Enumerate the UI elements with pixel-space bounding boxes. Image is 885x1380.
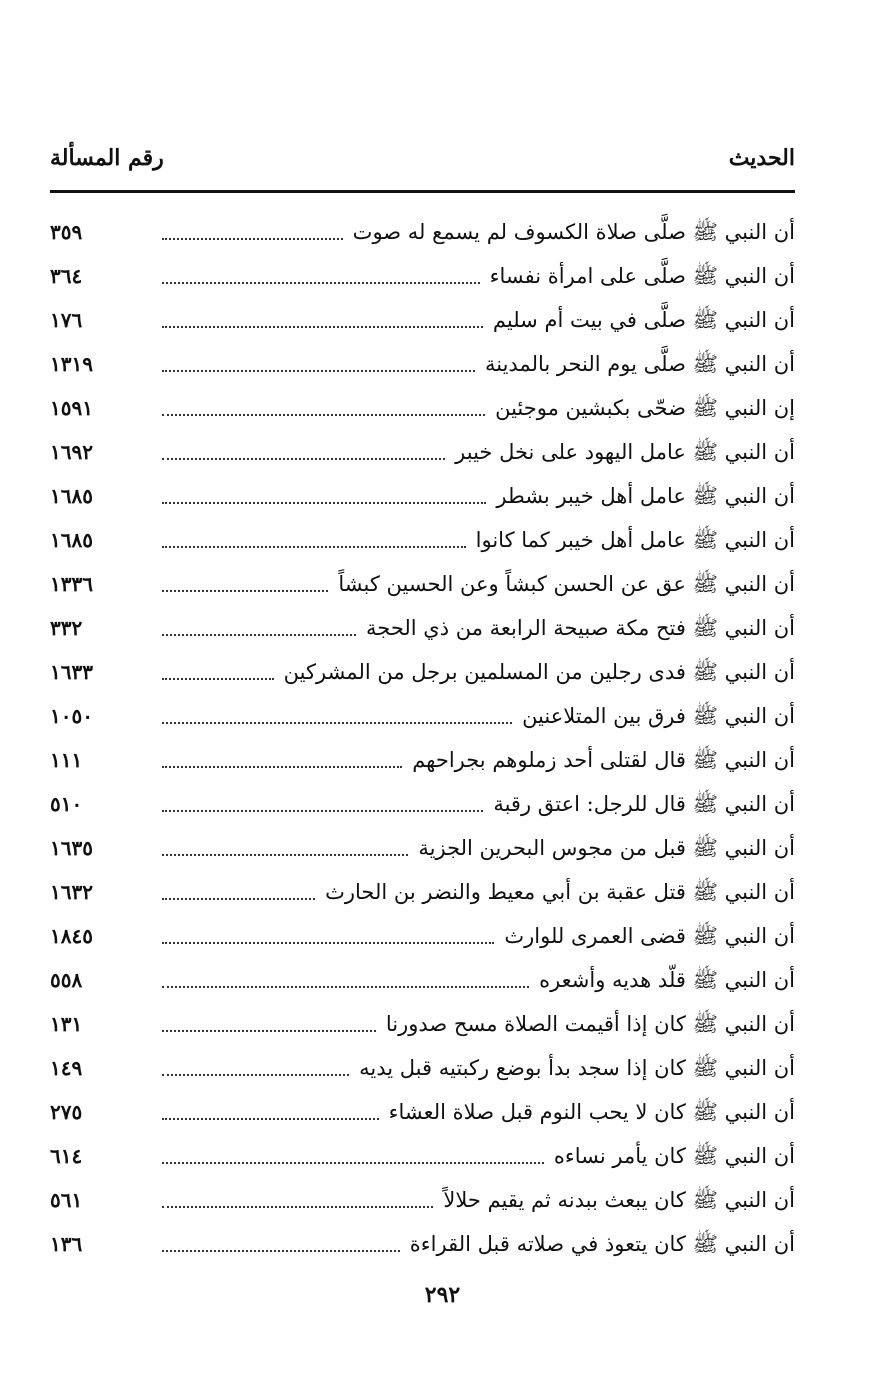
hadith-text: أن النبي ﷺ قال لقتلى أحد زملوهم بجراحهم [412, 748, 795, 772]
leader-dots [162, 898, 315, 900]
leader-dots [162, 678, 274, 680]
issue-number: ١٦٨٥ [50, 484, 93, 508]
leader-dots [162, 942, 494, 944]
issue-number: ٥٥٨ [50, 968, 83, 992]
issue-number: ١١١ [50, 748, 83, 772]
leader-dots [162, 238, 343, 240]
hadith-text: أن النبي ﷺ كان لا يحب النوم قبل صلاة العشاء [388, 1100, 795, 1124]
leader-dots [162, 414, 485, 416]
leader-dots [162, 546, 466, 548]
leader-dots [162, 1206, 433, 1208]
hadith-text: أن النبي ﷺ قلّد هديه وأشعره [539, 968, 795, 992]
issue-number: ١٤٩ [50, 1056, 83, 1080]
leader-dots [162, 590, 328, 592]
hadith-text: أن النبي ﷺ صلَّى يوم النحر بالمدينة [484, 352, 795, 376]
index-entry [50, 430, 795, 474]
issue-number: ١٦٣٥ [50, 836, 93, 860]
column-header [50, 140, 795, 176]
index-entry [50, 958, 795, 1002]
hadith-text: أن النبي ﷺ عامل أهل خيبر كما كانوا [475, 528, 795, 552]
issue-number: ٣٦٤ [50, 264, 83, 288]
index-entry [50, 518, 795, 562]
index-entry [50, 738, 795, 782]
issue-number: ٦١٤ [50, 1144, 83, 1168]
issue-number: ٥٦١ [50, 1188, 83, 1212]
index-entry [50, 694, 795, 738]
index-entry [50, 826, 795, 870]
leader-dots [162, 1074, 349, 1076]
issue-number: ١٧٦ [50, 308, 83, 332]
issue-number: ١٣١ [50, 1012, 83, 1036]
index-entry [50, 298, 795, 342]
leader-dots [162, 1250, 400, 1252]
leader-dots [162, 634, 356, 636]
index-entry [50, 342, 795, 386]
leader-dots [162, 282, 480, 284]
hadith-text: أن النبي ﷺ فتح مكة صبيحة الرابعة من ذي الحجة [366, 616, 795, 640]
hadith-text: أن النبي ﷺ صلَّى صلاة الكسوف لم يسمع له صوت [352, 220, 795, 244]
issue-number: ١٥٩١ [50, 396, 93, 420]
issue-number: ١٦٣٣ [50, 660, 93, 684]
issue-number: ١٦٩٢ [50, 440, 93, 464]
hadith-text: أن النبي ﷺ قبل من مجوس البحرين الجزية [418, 836, 795, 860]
hadith-text: أن النبي ﷺ قال للرجل: اعتق رقبة [493, 792, 795, 816]
leader-dots [162, 986, 529, 988]
index-entry [50, 1046, 795, 1090]
issue-number: ١٠٥٠ [50, 704, 93, 728]
leader-dots [162, 766, 402, 768]
hadith-text: إن النبي ﷺ ضحّى بكبشين موجئين [495, 396, 795, 420]
hadith-index-list [50, 210, 795, 1266]
index-entry [50, 386, 795, 430]
hadith-text: أن النبي ﷺ قتل عقبة بن أبي معيط والنضر بن الحارث [325, 880, 795, 904]
hadith-text: أن النبي ﷺ قضى العمرى للوارث [504, 924, 795, 948]
index-entry [50, 562, 795, 606]
issue-number: ١٣٦ [50, 1232, 83, 1256]
hadith-text: أن النبي ﷺ كان يأمر نساءه [553, 1144, 795, 1168]
index-entry [50, 1090, 795, 1134]
header-rule [50, 190, 795, 193]
leader-dots [162, 370, 475, 372]
issue-number: ٣٥٩ [50, 220, 83, 244]
leader-dots [162, 458, 445, 460]
index-entry [50, 1178, 795, 1222]
hadith-text: أن النبي ﷺ كان يبعث ببدنه ثم يقيم حلالاً [443, 1188, 795, 1212]
hadith-text: أن النبي ﷺ فرق بين المتلاعنين [522, 704, 795, 728]
index-entry [50, 1002, 795, 1046]
index-entry [50, 606, 795, 650]
index-entry [50, 914, 795, 958]
leader-dots [162, 1118, 379, 1120]
leader-dots [162, 1162, 544, 1164]
hadith-text: أن النبي ﷺ كان إذا سجد بدأ بوضع ركبتيه قبل يديه [359, 1056, 795, 1080]
hadith-text: أن النبي ﷺ كان يتعوذ في صلاته قبل القراءة [409, 1232, 795, 1256]
index-entry [50, 782, 795, 826]
leader-dots [162, 502, 486, 504]
index-entry [50, 254, 795, 298]
hadith-text: أن النبي ﷺ فدى رجلين من المسلمين برجل من المشركين [283, 660, 795, 684]
page-number: ٢٩٢ [424, 1282, 461, 1308]
issue-number: ١٨٤٥ [50, 924, 93, 948]
issue-number-column-heading: رقم المسألة [50, 145, 164, 171]
issue-number: ٥١٠ [50, 792, 83, 816]
leader-dots [162, 854, 408, 856]
hadith-text: أن النبي ﷺ صلَّى على امرأة نفساء [489, 264, 795, 288]
hadith-text: أن النبي ﷺ عامل اليهود على نخل خيبر [455, 440, 795, 464]
hadith-text: أن النبي ﷺ عامل أهل خيبر بشطر [496, 484, 795, 508]
index-entry [50, 650, 795, 694]
leader-dots [162, 810, 483, 812]
leader-dots [162, 326, 483, 328]
issue-number: ١٣٣٦ [50, 572, 93, 596]
hadith-text: أن النبي ﷺ صلَّى في بيت أم سليم [492, 308, 795, 332]
issue-number: ٣٣٢ [50, 616, 83, 640]
issue-number: ١٣١٩ [50, 352, 93, 376]
leader-dots [162, 722, 512, 724]
index-entry [50, 870, 795, 914]
hadith-column-heading: الحديث [728, 145, 795, 171]
index-entry [50, 1134, 795, 1178]
issue-number: ١٦٨٥ [50, 528, 93, 552]
hadith-text: أن النبي ﷺ كان إذا أقيمت الصلاة مسح صدورنا [385, 1012, 795, 1036]
index-entry [50, 210, 795, 254]
issue-number: ٢٧٥ [50, 1100, 83, 1124]
issue-number: ١٦٣٢ [50, 880, 93, 904]
hadith-text: أن النبي ﷺ عق عن الحسن كبشاً وعن الحسين كبشاً [338, 572, 795, 596]
leader-dots [162, 1030, 376, 1032]
index-entry [50, 1222, 795, 1266]
index-entry [50, 474, 795, 518]
